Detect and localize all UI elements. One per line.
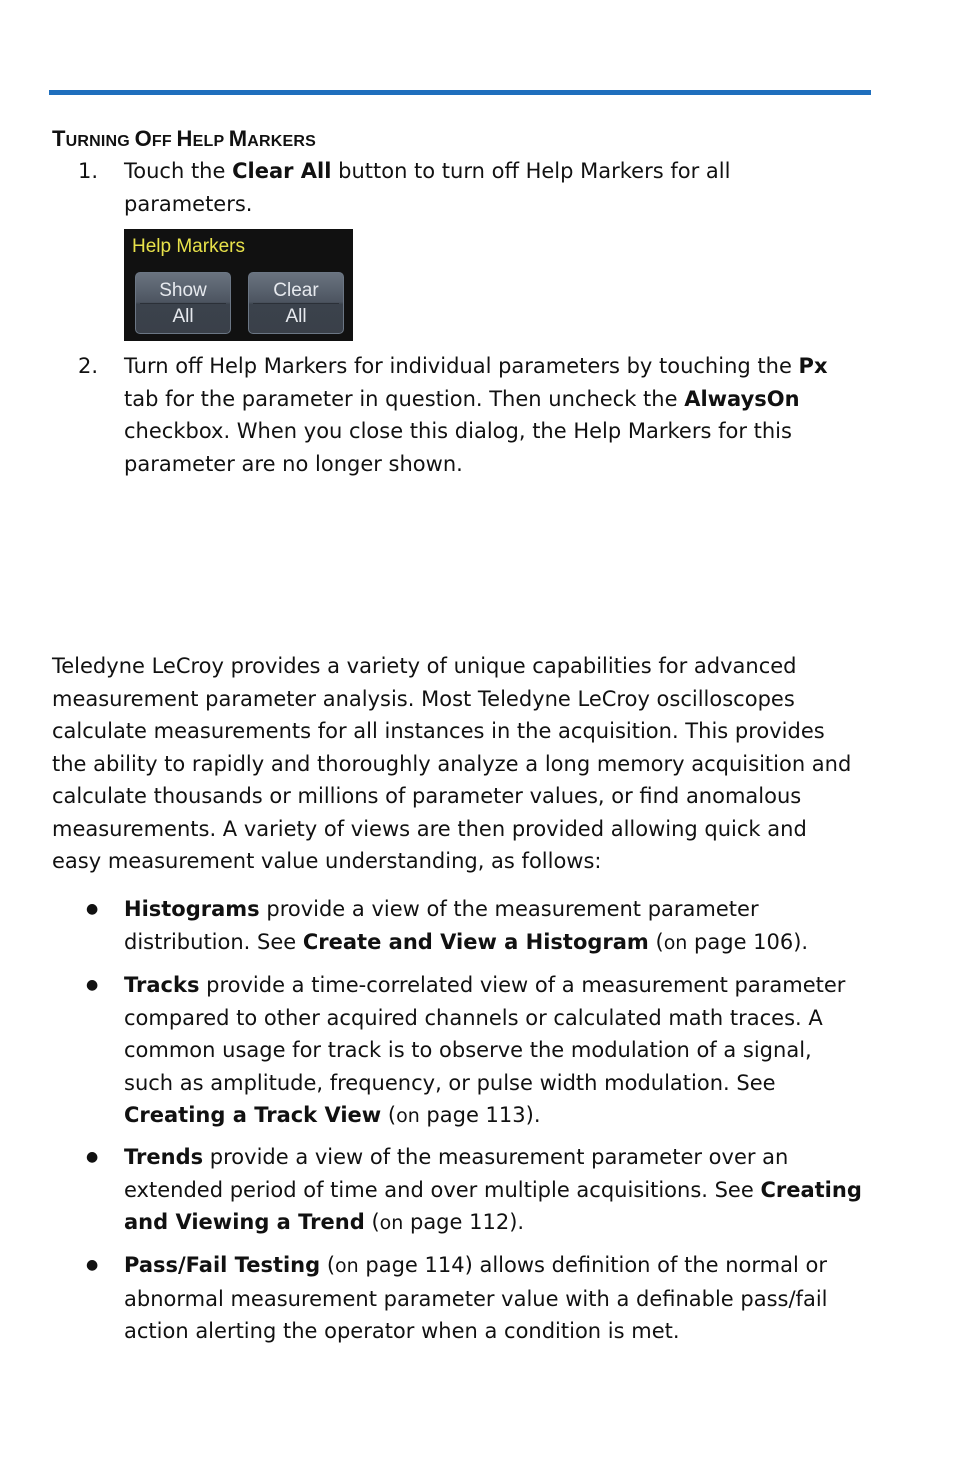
clear-all-label-bottom: All [285, 306, 307, 327]
bold-term: Creating [760, 1177, 862, 1202]
text-run: provide a view of the measurement parameter [259, 897, 759, 921]
show-all-button[interactable] [135, 272, 231, 334]
bullet-tracks [124, 969, 884, 1133]
heading-cap: H [176, 126, 193, 151]
text-line [124, 1002, 884, 1035]
text-line: calculate thousands or millions of parameter values, or find anomalous [52, 784, 802, 808]
text-run: Turn off Help Markers for individual parameters by touching the [124, 354, 799, 378]
text-run: Touch the [124, 159, 233, 183]
heading-cap: M [228, 126, 248, 151]
heading-rest: ARKERS [247, 133, 316, 150]
bold-term: Tracks [124, 973, 200, 997]
text-line [124, 1283, 884, 1316]
header-rule [49, 90, 871, 95]
text-line: measurements. A variety of views are then provided allowing quick and [52, 816, 807, 841]
text-run: page 112). [403, 1210, 525, 1234]
help-markers-title: Help Markers [132, 236, 245, 257]
step-number: 1. [78, 159, 99, 183]
bold-term: Trends [124, 1145, 204, 1169]
text-run: ( [648, 929, 664, 954]
help-markers-panel [124, 229, 353, 341]
text-run: page 106). [687, 929, 809, 954]
heading-cap: O [134, 126, 152, 151]
clear-all-label-top: Clear [273, 280, 319, 301]
step-2-text [124, 350, 884, 480]
text-run: ( [381, 1103, 397, 1127]
bullet-marker: ● [86, 1257, 99, 1273]
small-text: on [396, 1105, 420, 1127]
text-run: ( [364, 1210, 380, 1234]
bullet-trends [124, 1141, 884, 1240]
small-text: on [663, 931, 688, 954]
text-line: Teledyne LeCroy provides a variety of unique capabilities for advanced [52, 654, 797, 678]
show-all-label-top: Show [159, 280, 207, 301]
text-line [124, 1174, 884, 1207]
clear-all-button[interactable] [248, 272, 344, 334]
step-1-text [124, 155, 884, 220]
text-line [124, 1067, 884, 1100]
bullet-marker: ● [86, 977, 99, 993]
text-line [124, 893, 884, 926]
text-line [124, 415, 884, 448]
bold-term: AlwaysOn [684, 386, 800, 411]
text-run: abnormal measurement parameter value with a definable pass/fail [124, 1286, 828, 1311]
text-line: easy measurement value understanding, as follows: [52, 849, 602, 873]
show-all-label-bottom: All [172, 306, 194, 327]
text-run: common usage for track is to observe the modulation of a signal, [124, 1038, 812, 1062]
step-number: 2. [78, 354, 99, 378]
small-text: on [379, 1212, 404, 1234]
text-run: extended period of time and over multiple acquisitions. See [124, 1177, 761, 1202]
text-run: page 114) allows definition of the normal or [358, 1253, 827, 1277]
bullet-histograms [124, 893, 884, 959]
bullet-marker: ● [86, 1149, 99, 1165]
text-line [124, 155, 884, 188]
heading-cap: T [52, 126, 66, 151]
text-run: provide a time-correlated view of a measurement parameter [199, 973, 846, 997]
bold-term: Px [798, 354, 828, 378]
bold-term: Histograms [124, 897, 260, 921]
text-line [124, 1099, 884, 1133]
text-line [124, 969, 884, 1002]
bold-term: Creating a Track View [124, 1103, 382, 1127]
small-text: on [335, 1255, 359, 1277]
heading-rest: URNING [65, 133, 135, 150]
intro-paragraph [52, 650, 892, 878]
bold-term: and Viewing a Trend [124, 1210, 365, 1234]
text-line [124, 1034, 884, 1067]
text-run: action alerting the operator when a condition is met. [124, 1319, 680, 1343]
text-run: button to turn off Help Markers for all [331, 159, 731, 183]
text-line [124, 1206, 884, 1240]
bold-term: Create and View a Histogram [302, 929, 649, 954]
heading-rest: FF [151, 133, 177, 150]
text-line [124, 926, 884, 960]
text-run: such as amplitude, frequency, or pulse width modulation. See [124, 1070, 776, 1095]
heading-rest: ELP [192, 133, 229, 150]
text-run: page 113). [419, 1103, 541, 1127]
text-run: checkbox. When you close this dialog, the Help Markers for this [124, 419, 792, 443]
text-run: ( [320, 1253, 336, 1277]
text-run: parameters. [124, 191, 253, 216]
text-run: tab for the parameter in question. Then uncheck the [124, 386, 685, 411]
text-line [124, 448, 884, 481]
text-run: compared to other acquired channels or calculated math traces. A [124, 1005, 823, 1030]
text-line [124, 1249, 884, 1283]
bold-term: Pass/Fail Testing [124, 1253, 321, 1277]
bold-term: Clear All [232, 159, 332, 183]
text-run: parameter are no longer shown. [124, 451, 463, 476]
text-line [124, 350, 884, 383]
text-line [124, 1315, 884, 1348]
text-line [124, 383, 884, 416]
text-line [124, 1141, 884, 1174]
bullet-pass-fail [124, 1249, 884, 1348]
bullet-marker: ● [86, 901, 99, 917]
section-heading [52, 124, 316, 157]
text-line: calculate measurements for all instances in the acquisition. This provides [52, 719, 825, 743]
text-line [124, 188, 884, 221]
text-line: measurement parameter analysis. Most Teledyne LeCroy oscilloscopes [52, 686, 795, 711]
text-run: provide a view of the measurement parameter over an [203, 1145, 789, 1169]
text-run: distribution. See [124, 929, 303, 954]
text-line: the ability to rapidly and thoroughly analyze a long memory acquisition and [52, 751, 852, 776]
